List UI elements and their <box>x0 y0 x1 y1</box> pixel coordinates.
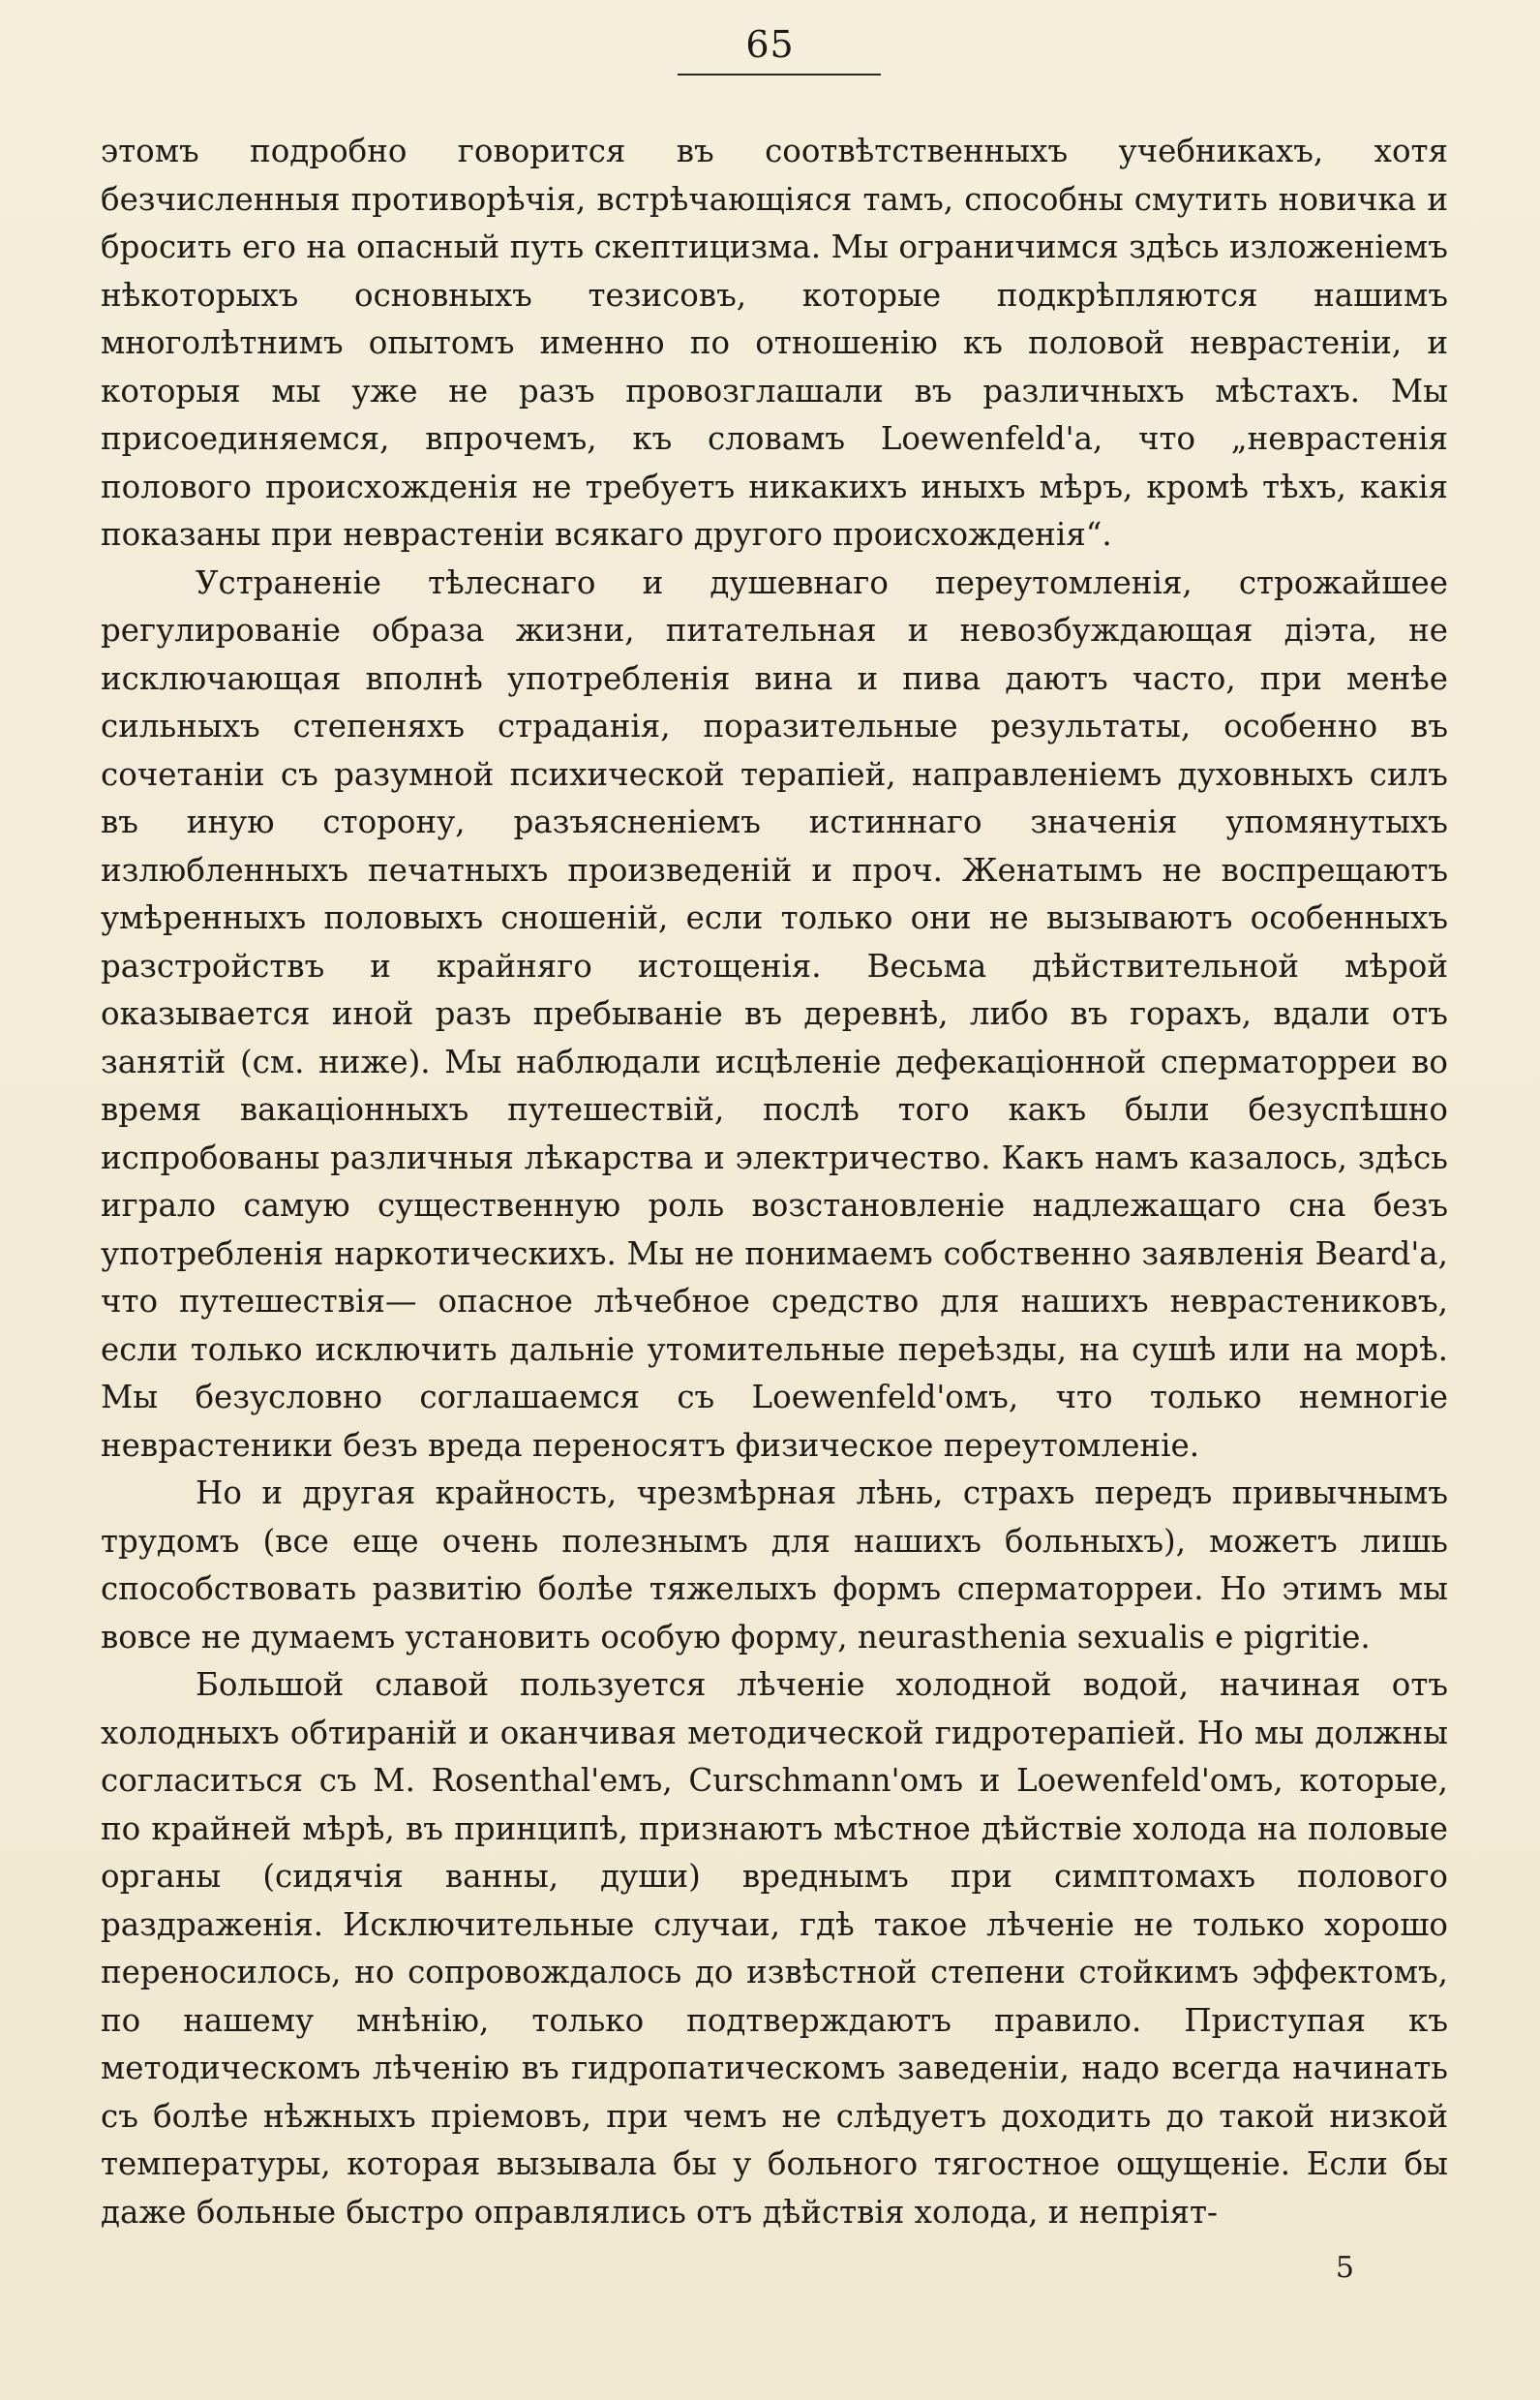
page-number: 65 <box>745 23 795 66</box>
body-text <box>101 128 1448 2236</box>
paragraph-2: Устраненіе тѣлеснаго и душевнаго переутомленія, строжайшее регулированіе образа жизни, питательная и невозбуждающая діэта, не исключающая вполнѣ употребленія вина и пива даютъ часто, при менѣе сильныхъ степеняхъ страданія, поразительные результаты, особенно въ сочетаніи съ разумной психической терапіей, направленіемъ духовныхъ силъ въ иную сторону, разъясненіемъ истиннаго значенія упомянутыхъ излюбленныхъ печатныхъ произведеній и проч. Женатымъ не воспрещаютъ умѣренныхъ половыхъ сношеній, если только они не вызываютъ особенныхъ разстройствъ и крайняго истощенія. Весьма дѣйствительной мѣрой оказывается иной разъ пребываніе въ деревнѣ, либо въ горахъ, вдали отъ занятій (см. ниже). Мы наблюдали исцѣленіе дефекаціонной сперматорреи во время вакаціонныхъ путешествій, послѣ того какъ были безуспѣшно испробованы различныя лѣкарства и электричество. Какъ намъ казалось, здѣсь играло самую существенную роль возстановленіе надлежащаго сна безъ употребленія наркотическихъ. Мы не понимаемъ собственно заявленія Beard'а, что путешествія— опасное лѣчебное средство для нашихъ неврастениковъ, если только исключить дальніе утомительные переѣзды, на сушѣ или на морѣ. Мы безусловно соглашаемся съ Loewenfeld'омъ, что только немногіе неврастеники безъ вреда переносятъ физическое переутомленіе. <box>101 563 1448 1464</box>
paragraph-1: этомъ подробно говорится въ соотвѣтственныхъ учебникахъ, хотя безчисленныя противорѣчія, встрѣчающіяся тамъ, способны смутить новичка и бросить его на опасный путь скептицизма. Мы ограничимся здѣсь изложеніемъ нѣкоторыхъ основныхъ тезисовъ, которые подкрѣпляются нашимъ многолѣтнимъ опытомъ именно по отношенію къ половой неврастеніи, и которыя мы уже не разъ провозглашали въ различныхъ мѣстахъ. Мы присоединяемся, впрочемъ, къ словамъ Loewenfeld'а, что „неврастенія полового происхожденія не требуетъ никакихъ иныхъ мѣръ, кромѣ тѣхъ, какія показаны при неврастеніи всякаго другого происхожденія“. <box>101 133 1448 553</box>
paragraph-4: Большой славой пользуется лѣченіе холодной водой, начиная отъ холодныхъ обтираній и оканчивая методической гидротерапіей. Но мы должны согласиться съ M. Rosenthal'емъ, Curschmann'омъ и Loewenfeld'омъ, которые, по крайней мѣрѣ, въ принципѣ, признаютъ мѣстное дѣйствіе холода на половые органы (сидячія ванны, души) вреднымъ при симптомахъ полового раздраженія. Исключительные случаи, гдѣ такое лѣченіе не только хорошо переносилось, но сопровождалось до извѣстной степени стойкимъ эффектомъ, по нашему мнѣнію, только подтверждаютъ правило. Приступая къ методическомъ лѣченію въ гидропатическомъ заведеніи, надо всегда начинать съ болѣе нѣжныхъ пріемовъ, при чемъ не слѣдуетъ доходить до такой низкой температуры, которая вызывала бы у больного тягостное ощущеніе. Если бы даже больные быстро оправлялись отъ дѣйствія холода, и непріят- <box>101 1666 1448 2231</box>
paragraph-3: Но и другая крайность, чрезмѣрная лѣнь, страхъ передъ привычнымъ трудомъ (все еще очень полезнымъ для нашихъ больныхъ), можетъ лишь способствовать развитію болѣе тяжелыхъ формъ сперматорреи. Но этимъ мы вовсе не думаемъ установить особую форму, neurasthenia sexualis e pigritie. <box>101 1474 1448 1656</box>
header-rule <box>678 74 881 76</box>
signature-mark: 5 <box>1335 2251 1354 2285</box>
